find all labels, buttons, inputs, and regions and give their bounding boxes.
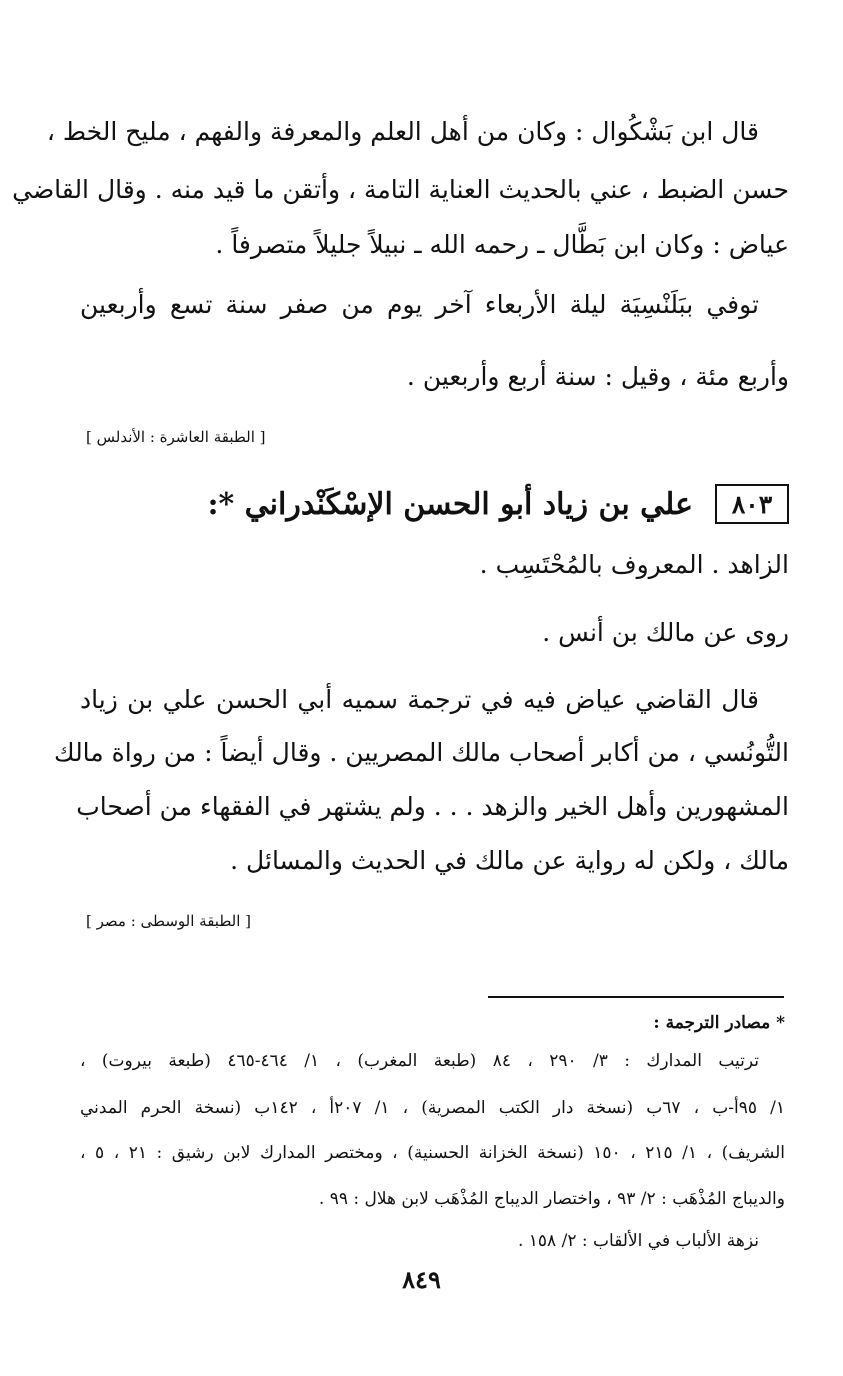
footnote-line: والديباج المُذْهَب : ٢/ ٩٣ ، واختصار الديباج المُذْهَب لابن هلال : ٩٩ .: [318, 1189, 785, 1209]
footnote-divider: [488, 996, 784, 998]
page-number: ٨٤٩: [402, 1265, 441, 1294]
death-line: توفي ببَلَنْسِيَة ليلة الأربعاء آخر يوم من صفر سنة تسع وأربعين: [80, 290, 759, 319]
footnote-line: ترتيب المدارك : ٣/ ٢٩٠ ، ٨٤ (طبعة المغرب) ، ١/ ٤٦٤-٤٦٥ (طبعة بيروت) ،: [80, 1051, 759, 1071]
text-line: قال ابن بَشْكُوال : وكان من أهل العلم والمعرفة والفهم ، مليح الخط ،: [46, 117, 759, 146]
text-line: حسن الضبط ، عني بالحديث العناية التامة ، وأتقن ما قيد منه . وقال القاضي: [12, 175, 789, 204]
para-line: مالك ، ولكن له رواية عن مالك في الحديث والمسائل .: [230, 846, 789, 875]
text-line: عياض : وكان ابن بَطَّال ـ رحمه الله ـ نبيلاً جليلاً متصرفاً .: [215, 230, 789, 259]
entry-line: الزاهد . المعروف بالمُحْتَسِب .: [479, 550, 789, 579]
footnote-line: ١/ ٩٥أ-ب ، ٦٧ب (نسخة دار الكتب المصرية) ، ١/ ٢٠٧أ ، ١٤٢ب (نسخة الحرم المدني: [80, 1098, 785, 1118]
para-line: قال القاضي عياض فيه في ترجمة سميه أبي الحسن علي بن زياد: [80, 685, 759, 714]
entry-number: ٨٠٣: [731, 489, 773, 519]
para-line: التُّونُسي ، من أكابر أصحاب مالك المصريين . وقال أيضاً : من رواة مالك: [54, 738, 789, 767]
tabaqa-label: [ الطبقة العاشرة : الأندلس ]: [86, 428, 266, 446]
entry-heading: [207, 478, 789, 530]
footnote-heading: * مصادر الترجمة :: [653, 1013, 785, 1033]
entry-line: روى عن مالك بن أنس .: [542, 618, 789, 647]
entry-number-box: [715, 484, 789, 524]
footnote-line: نزهة الألباب في الألقاب : ٢/ ١٥٨ .: [517, 1231, 759, 1251]
death-line: وأربع مئة ، وقيل : سنة أربع وأربعين .: [406, 362, 789, 391]
footnote-line: الشريف) ، ١/ ٢١٥ ، ١٥٠ (نسخة الخزانة الحسنية) ، ومختصر المدارك لابن رشيق : ٢١ ، ٥ ،: [80, 1143, 786, 1163]
para-line: المشهورين وأهل الخير والزهد . . . ولم يشتهر في الفقهاء من أصحاب: [76, 792, 789, 821]
tabaqa-label: [ الطبقة الوسطى : مصر ]: [86, 912, 251, 930]
entry-title: علي بن زياد أبو الحسن الإسْكَنْدراني *:: [207, 486, 693, 522]
